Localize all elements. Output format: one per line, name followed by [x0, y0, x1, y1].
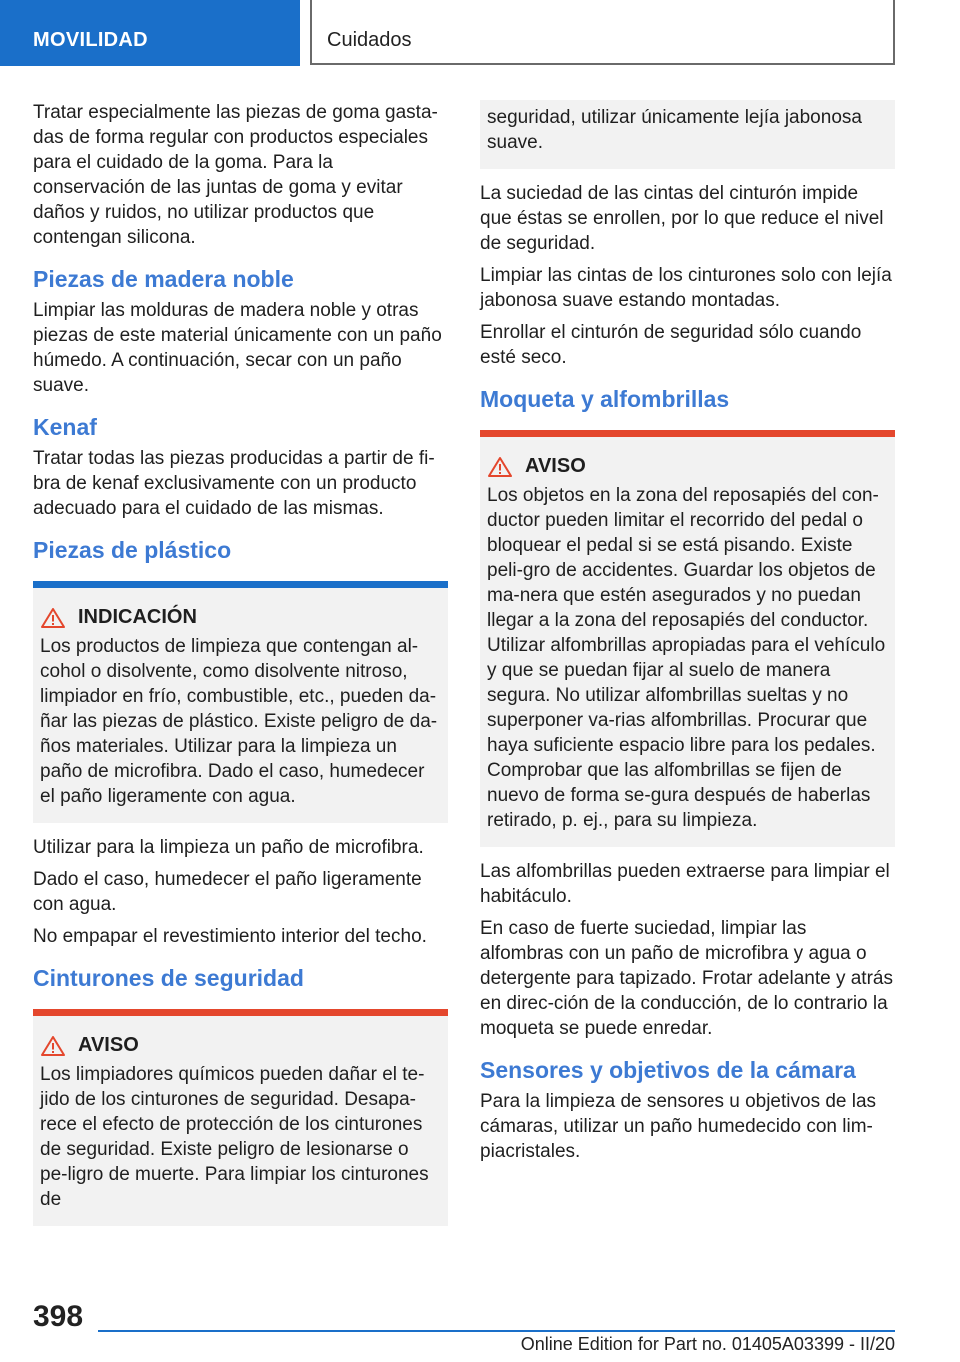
warning-triangle-icon	[487, 456, 513, 478]
cinturones-paragraph-1: La suciedad de las cintas del cinturón impide que éstas se enrollen, por lo que reduce el nivel de seguridad.	[480, 183, 884, 254]
chapter-tab: Cuidados	[310, 0, 895, 65]
page-number: 398	[33, 1300, 84, 1333]
sensores-paragraph: Para la limpieza de sensores u objetivos de las cámaras, utilizar un paño humedecido con lim-piacristales.	[480, 1091, 877, 1162]
heading-sensores: Sensores y objetivos de la cámara	[480, 1057, 856, 1083]
footer-divider	[98, 1330, 895, 1332]
plastico-paragraph-3: No empapar el revestimiento interior del techo.	[33, 926, 427, 947]
intro-paragraph: Tratar especialmente las piezas de goma gasta-das de forma regular con productos especiales para el cuidado de la goma. Para la conservación de las juntas de goma y evitar daños y ruidos, no utilizar productos que contengan silicona.	[33, 102, 438, 248]
moqueta-aviso-notice	[480, 437, 895, 847]
heading-madera: Piezas de madera noble	[33, 266, 294, 292]
heading-plastico: Piezas de plástico	[33, 537, 232, 563]
section-tab: MOVILIDAD	[0, 0, 300, 66]
page-header	[0, 0, 960, 66]
kenaf-paragraph: Tratar todas las piezas producidas a partir de fi-bra de kenaf exclusivamente con un producto adecuado para el cuidado de las mismas.	[33, 448, 435, 519]
warning-triangle-icon	[40, 1035, 66, 1057]
notice-title	[40, 1033, 440, 1058]
heading-cinturones: Cinturones de seguridad	[33, 965, 304, 991]
notice-bar-red	[480, 430, 895, 437]
right-column	[480, 100, 895, 1171]
madera-paragraph: Limpiar las molduras de madera noble y otras piezas de este material únicamente con un paño húmedo. A continuación, secar con un paño suave.	[33, 300, 442, 396]
cinturones-paragraph-3: Enrollar el cinturón de seguridad sólo cuando esté seco.	[480, 322, 862, 368]
warning-triangle-icon	[40, 607, 66, 629]
indicacion-notice	[33, 588, 448, 823]
notice-label: AVISO	[525, 455, 586, 477]
notice-bar-red	[33, 1009, 448, 1016]
footer-edition: Online Edition for Part no. 01405A03399 - II/20	[520, 1334, 895, 1354]
cinturones-aviso-continuation	[480, 100, 895, 169]
notice-text: Los objetos en la zona del reposapiés del con-ductor pueden limitar el recorrido del pedal o bloquear el pedal si se está pisando. Existe peli-gro de accidentes. Guardar los objetos de ma-nera que estén asegurados y no puedan llegar a la zona del reposapiés del conductor. Utilizar alfombrillas apropiadas para el vehículo y que se puedan fijar al suelo de manera segura. No utilizar alfombrillas sueltas y no superponer va-rias alfombrillas. Procurar que haya suficiente espacio libre para los pedales. Comprobar que las alfombrillas se fijen de nuevo de forma se-gura después de haberlas retirado, p. ej., para su limpieza.	[487, 485, 886, 831]
notice-title	[40, 605, 440, 630]
heading-moqueta: Moqueta y alfombrillas	[480, 386, 730, 412]
left-column	[33, 100, 448, 1238]
cinturones-aviso-notice	[33, 1016, 448, 1226]
notice-bar-blue	[33, 581, 448, 588]
notice-text: Los limpiadores químicos pueden dañar el te-jido de los cinturones de seguridad. Desapa-rece el efecto de protección de los cinturones de seguridad. Existe peligro de lesionarse o pe-ligro de muerte. Para limpiar los cinturones de	[40, 1064, 429, 1210]
moqueta-paragraph-1: Las alfombrillas pueden extraerse para limpiar el habitáculo.	[480, 861, 890, 907]
notice-text: Los productos de limpieza que contengan al-cohol o disolvente, como disolvente nitroso, limpiador en frío, combustible, etc., pueden da-ñar las piezas de plástico. Existe peligro de da-ños materiales. Utilizar para la limpieza un paño de microfibra. Dado el caso, humedecer el paño ligeramente con agua.	[40, 636, 438, 807]
moqueta-paragraph-2: En caso de fuerte suciedad, limpiar las alfombras con un paño de microfibra y agua o detergente para tapizado. Frotar adelante y atrás en direc-ción de la conducción, de lo contrario la moqueta se puede enredar.	[480, 918, 893, 1039]
notice-text-continued: seguridad, utilizar únicamente lejía jabonosa suave.	[487, 107, 862, 153]
heading-kenaf: Kenaf	[33, 414, 97, 440]
notice-title	[487, 454, 887, 479]
plastico-paragraph-1: Utilizar para la limpieza un paño de microfibra.	[33, 837, 424, 858]
notice-label: INDICACIÓN	[78, 606, 197, 628]
plastico-paragraph-2: Dado el caso, humedecer el paño ligeramente con agua.	[33, 869, 422, 915]
notice-label: AVISO	[78, 1034, 139, 1056]
cinturones-paragraph-2: Limpiar las cintas de los cinturones solo con lejía jabonosa suave estando montadas.	[480, 265, 892, 311]
